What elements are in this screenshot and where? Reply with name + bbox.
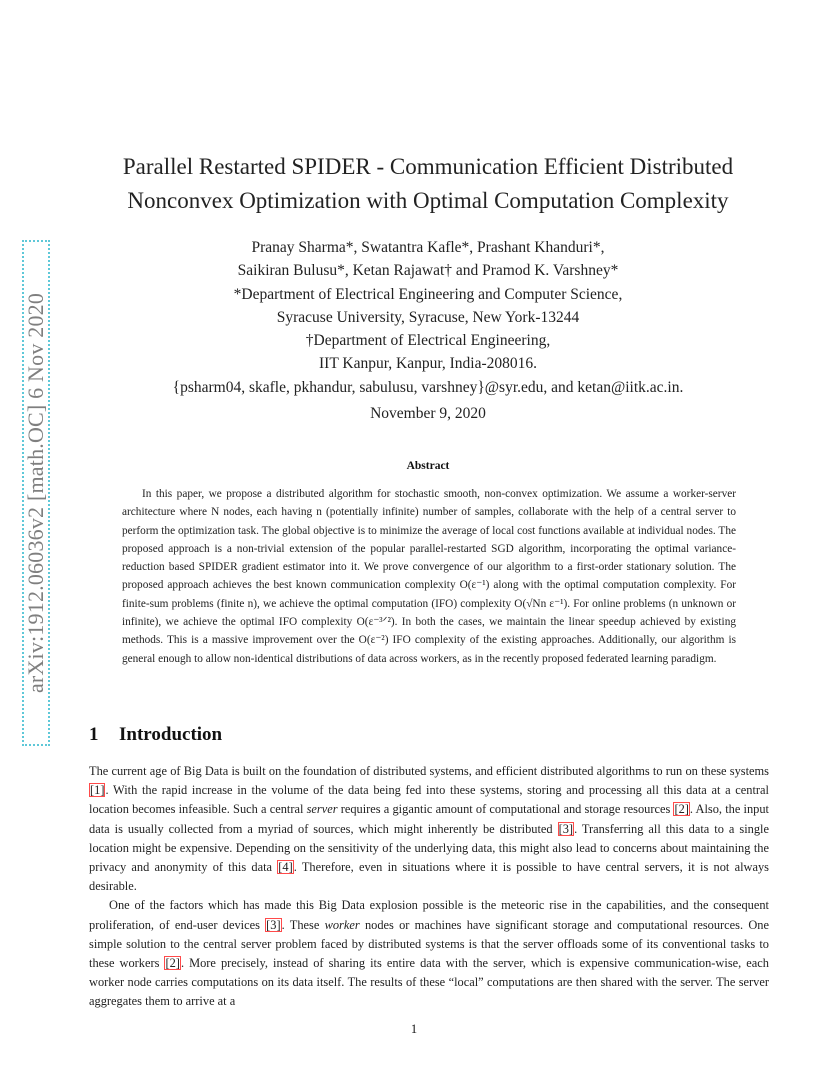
text-run: . Also, the input data is usually collected from a myriad of sources, which might inherently be distributed xyxy=(89,802,769,836)
authors-line-1: Pranay Sharma*, Swatantra Kafle*, Prashant Khanduri*, xyxy=(251,239,605,256)
abstract-body xyxy=(122,485,736,668)
abstract-heading: Abstract xyxy=(406,460,450,472)
citation-link[interactable]: [2] xyxy=(165,956,180,971)
affiliation-2a: †Department of Electrical Engineering, xyxy=(305,332,551,350)
author-emails: {psharm04, skafle, pkhandur, sabulusu, varshney}@syr.edu, and ketan@iitk.ac.in. xyxy=(172,378,684,396)
text-run: . With the rapid increase in the volume of the data being fed into these systems, storing and processing all this data at a central location becomes infeasible. Such a central xyxy=(89,783,769,817)
abstract-text: In this paper, we propose a distributed algorithm for stochastic smooth, non-convex optimization. We assume a worker-server architecture where N nodes, each having n (potentially infinite) number of samples, collaborate with the help of a central server to perform the optimization task. The global objective is to minimize the average of local cost functions available at individual nodes. The proposed approach is a non-trivial extension of the popular parallel-restarted SGD algorithm, incorporating the optimal variance-reduction based SPIDER gradient estimator into it. We prove convergence of our algorithm to a first-order stationary solution. The proposed approach achieves the best known communication complexity O(ε⁻¹) along with the optimal computation complexity. For finite-sum problems (finite n), we achieve the optimal computation (IFO) complexity O(√Nn ε⁻¹). For online problems (n unknown or infinite), we achieve the optimal IFO complexity O(ε⁻³ᐟ²). In both the cases, we maintain the linear speedup achieved by existing methods. This is a massive improvement over the O(ε⁻²) IFO complexity of the existing approaches. Additionally, our algorithm is general enough to allow non-identical distributions of data across workers, as in the recently proposed federated learning paradigm. xyxy=(122,488,736,665)
text-run: . More precisely, instead of sharing its entire data with the server, which is expensive communication-wise, each worker node carries computations on its data itself. The results of these “local” computations are then shared with the server. The server aggregates them to arrive at a xyxy=(89,956,769,1009)
arxiv-stamp xyxy=(22,240,50,746)
citation-link[interactable]: [2] xyxy=(674,802,689,817)
text-run: One of the factors which has made this Big Data explosion possible is the meteoric rise in the capabilities, and the consequent proliferation, of end-user devices xyxy=(89,898,769,932)
text-run: The current age of Big Data is built on the foundation of distributed systems, and efficient distributed algorithms to run on these systems xyxy=(89,764,769,778)
citation-link[interactable]: [1] xyxy=(90,783,105,798)
citation-link[interactable]: [3] xyxy=(558,821,574,836)
authors-line-2: Saikiran Bulusu*, Ketan Rajawat† and Pramod K. Varshney* xyxy=(237,262,619,280)
text-run: requires a gigantic amount of computational and storage resources xyxy=(337,802,674,817)
text-run: . These xyxy=(281,917,325,932)
paper-date: November 9, 2020 xyxy=(370,405,486,422)
emphasis: worker xyxy=(324,917,360,932)
section-heading xyxy=(89,724,222,746)
author-block xyxy=(90,236,766,399)
arxiv-identifier[interactable]: arXiv:1912.06036v2 [math.OC] 6 Nov 2020 xyxy=(23,292,48,694)
text-run: nodes or machines have significant storage and computational resources. One simple solution to the central server problem faced by distributed systems is that the server offloads some of its conventional tasks to these workers xyxy=(89,917,769,971)
intro-paragraph-1 xyxy=(89,762,769,896)
affiliation-2b: IIT Kanpur, Kanpur, India-208016. xyxy=(319,355,537,373)
affiliation-1b: Syracuse University, Syracuse, New York-13244 xyxy=(276,308,580,326)
citation-link[interactable]: [4] xyxy=(278,860,293,875)
intro-paragraph-2 xyxy=(89,896,769,1011)
title-line-2: Nonconvex Optimization with Optimal Computation Complexity xyxy=(127,188,729,213)
text-run: . Transferring all this data to a single location might be expensive. Depending on the sensitivity of the underlying data, this might also lead to concerns about maintaining the privacy and anonymity of this data xyxy=(89,821,769,875)
section-title: Introduction xyxy=(119,724,223,745)
affiliation-1a: *Department of Electrical Engineering and Computer Science, xyxy=(233,285,623,303)
paper-title xyxy=(90,150,766,218)
citation-link[interactable]: [3] xyxy=(266,917,281,932)
title-line-1: Parallel Restarted SPIDER - Communication Efficient Distributed xyxy=(122,154,734,179)
section-number: 1 xyxy=(89,724,99,745)
emphasis: server xyxy=(306,802,338,817)
text-run: . Therefore, even in situations where it is possible to have central servers, it is not always desirable. xyxy=(89,860,769,894)
page-number: 1 xyxy=(410,1022,418,1036)
introduction-body xyxy=(89,762,769,1012)
